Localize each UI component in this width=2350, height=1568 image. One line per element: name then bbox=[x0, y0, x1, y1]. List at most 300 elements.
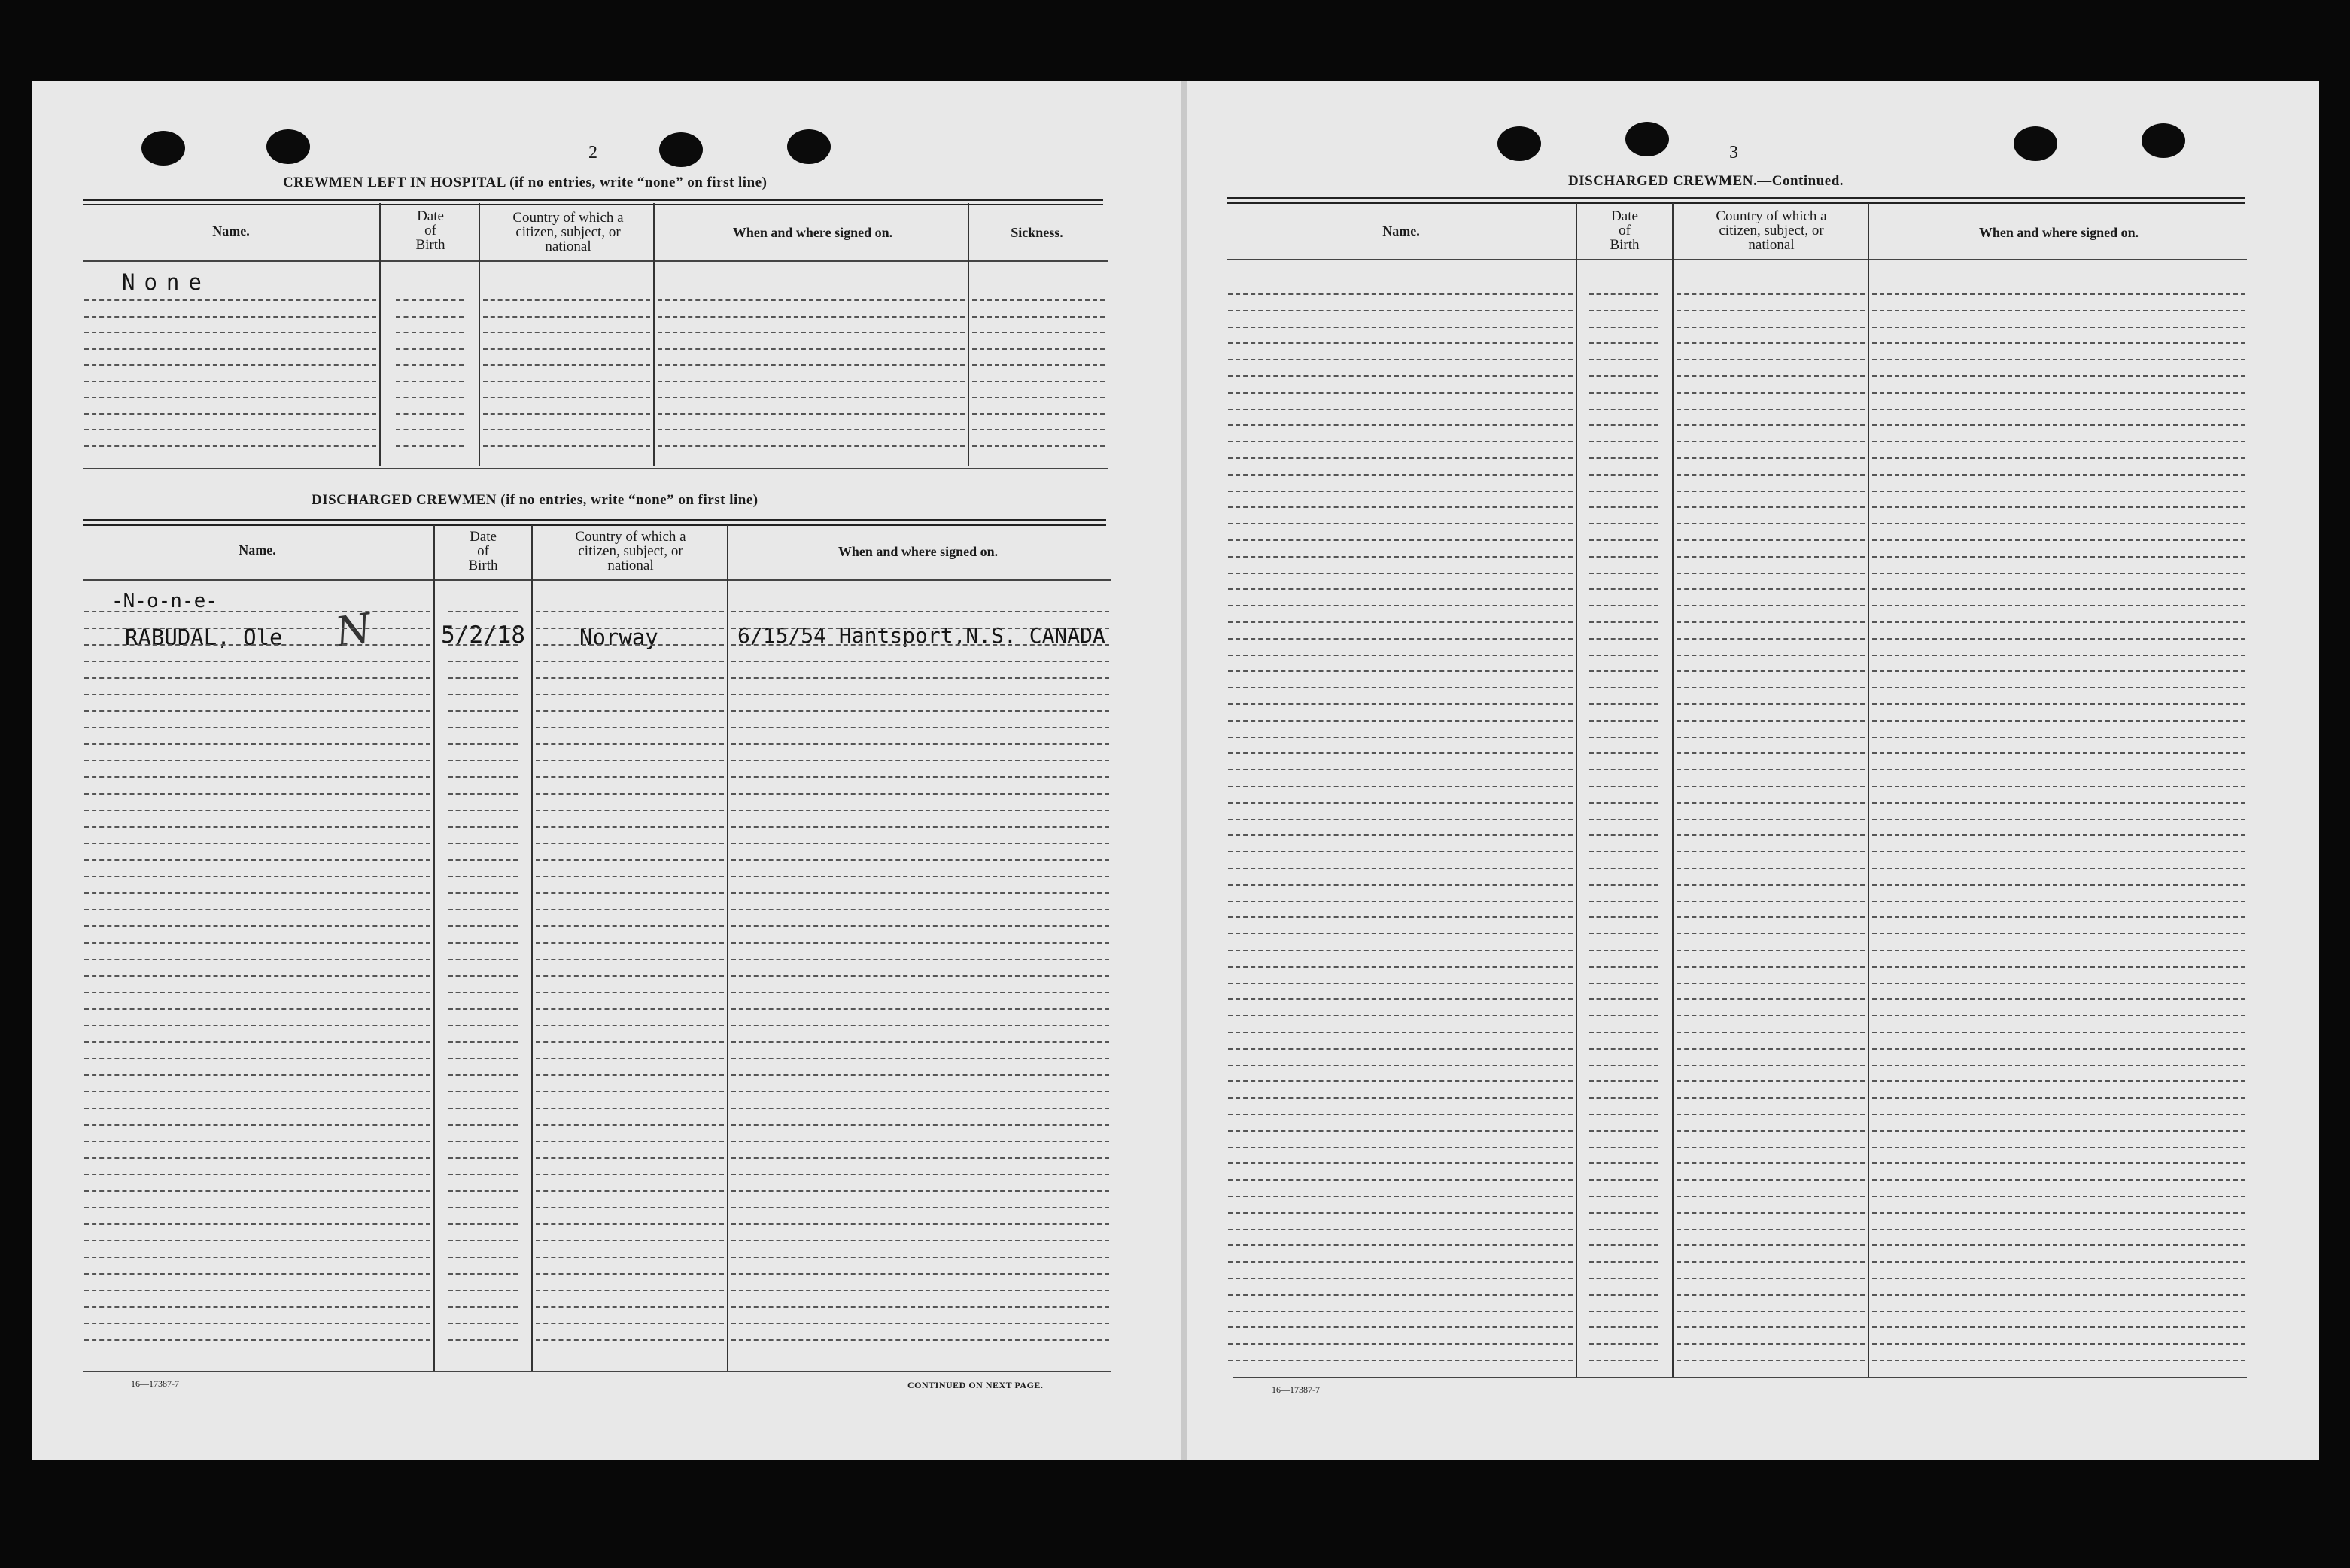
ruled-line bbox=[1228, 491, 1573, 492]
punch-hole bbox=[659, 132, 703, 167]
ruled-line bbox=[1872, 868, 2245, 869]
ruled-line bbox=[1872, 950, 2245, 951]
col-header-country: Country of which a citizen, subject, or national bbox=[512, 210, 624, 254]
ruled-line bbox=[1872, 687, 2245, 688]
ruled-line bbox=[1589, 737, 1658, 738]
column-divider bbox=[1576, 203, 1577, 1378]
ruled-line bbox=[1228, 737, 1573, 738]
ruled-line bbox=[1872, 802, 2245, 804]
punch-hole bbox=[2142, 123, 2185, 158]
ruled-line bbox=[1228, 523, 1573, 524]
ruled-line bbox=[731, 1273, 1109, 1275]
ruled-line bbox=[1228, 605, 1573, 606]
ruled-line bbox=[1589, 1179, 1658, 1181]
ruled-line bbox=[1872, 375, 2245, 377]
ruled-line bbox=[84, 348, 376, 350]
ruled-line bbox=[1589, 539, 1658, 541]
ruled-line bbox=[1677, 1048, 1865, 1050]
ruled-line bbox=[448, 959, 518, 960]
ruled-line bbox=[1228, 998, 1573, 1000]
ruled-line bbox=[536, 628, 724, 629]
ruled-line bbox=[1872, 1229, 2245, 1230]
ruled-line bbox=[1228, 474, 1573, 476]
ruled-line bbox=[1589, 1147, 1658, 1148]
punch-hole bbox=[787, 129, 831, 164]
ruled-line bbox=[1872, 1294, 2245, 1296]
ruled-line bbox=[1677, 1196, 1865, 1197]
discharged-continued-title: DISCHARGED CREWMEN.—Continued. bbox=[1568, 173, 1844, 189]
ruled-line bbox=[1677, 998, 1865, 1000]
ruled-line bbox=[731, 959, 1109, 960]
ruled-line bbox=[448, 1058, 518, 1059]
ruled-line bbox=[1677, 884, 1865, 886]
ruled-line bbox=[1677, 1212, 1865, 1214]
ruled-line bbox=[1872, 1114, 2245, 1115]
ruled-line bbox=[972, 429, 1105, 430]
handwritten-check-mark: N bbox=[332, 604, 375, 656]
ruled-line bbox=[658, 364, 965, 366]
ruled-line bbox=[1872, 441, 2245, 442]
ruled-line bbox=[448, 1025, 518, 1026]
ruled-line bbox=[658, 299, 965, 301]
ruled-line bbox=[1589, 588, 1658, 590]
ruled-line bbox=[1589, 834, 1658, 836]
ruled-line bbox=[84, 1323, 430, 1324]
ruled-line bbox=[1872, 983, 2245, 984]
ruled-line bbox=[536, 876, 724, 877]
ruled-line bbox=[1228, 752, 1573, 754]
ruled-line bbox=[1228, 1311, 1573, 1312]
ruled-line bbox=[1677, 670, 1865, 672]
ruled-line bbox=[536, 743, 724, 745]
ruled-line bbox=[448, 1290, 518, 1291]
ruled-line bbox=[1228, 1080, 1573, 1082]
ruled-line bbox=[1589, 1048, 1658, 1050]
ruled-line bbox=[448, 1223, 518, 1225]
page-number: 2 bbox=[588, 143, 597, 163]
ruled-line bbox=[1589, 851, 1658, 852]
ruled-line bbox=[448, 859, 518, 861]
form-number: 16—17387-7 bbox=[1272, 1384, 1320, 1395]
header-rule bbox=[83, 579, 1111, 581]
ruled-line bbox=[483, 348, 650, 350]
ruled-line bbox=[1228, 375, 1573, 377]
ruled-line bbox=[1228, 933, 1573, 934]
ruled-line bbox=[84, 1041, 430, 1043]
col-header-dob: Date of Birth bbox=[415, 208, 445, 253]
ruled-line bbox=[658, 445, 965, 447]
ruled-line bbox=[1228, 1343, 1573, 1345]
ruled-line bbox=[1677, 424, 1865, 426]
ruled-line bbox=[396, 381, 464, 382]
ruled-line bbox=[448, 628, 518, 629]
ruled-line bbox=[731, 1257, 1109, 1258]
punch-hole bbox=[141, 131, 185, 166]
header-rule bbox=[1227, 259, 2247, 260]
ruled-line bbox=[1872, 655, 2245, 656]
ruled-line bbox=[1589, 1212, 1658, 1214]
ruled-line bbox=[448, 1041, 518, 1043]
ruled-line bbox=[731, 1339, 1109, 1341]
ruled-line bbox=[1228, 1015, 1573, 1016]
ruled-line bbox=[1872, 424, 2245, 426]
ruled-line bbox=[1872, 737, 2245, 738]
ruled-line bbox=[1589, 1130, 1658, 1132]
ruled-line bbox=[84, 364, 376, 366]
ruled-line bbox=[1589, 441, 1658, 442]
ruled-line bbox=[1677, 1311, 1865, 1312]
ruled-line bbox=[1677, 573, 1865, 574]
section-bottom-rule bbox=[1233, 1377, 2247, 1378]
ruled-line bbox=[84, 299, 376, 301]
ruled-line bbox=[1589, 966, 1658, 968]
ruled-line bbox=[1589, 1065, 1658, 1066]
ruled-line bbox=[658, 381, 965, 382]
col-header-country: Country of which a citizen, subject, or national bbox=[575, 529, 686, 573]
ruled-line bbox=[1677, 1326, 1865, 1328]
ruled-line bbox=[84, 1257, 430, 1258]
ruled-line bbox=[972, 381, 1105, 382]
ruled-line bbox=[731, 942, 1109, 944]
ruled-line bbox=[731, 876, 1109, 877]
ruled-line bbox=[84, 429, 376, 430]
ruled-line bbox=[1589, 884, 1658, 886]
double-rule bbox=[83, 199, 1103, 205]
ruled-line bbox=[1872, 916, 2245, 918]
ruled-line bbox=[1677, 441, 1865, 442]
ruled-line bbox=[536, 1339, 724, 1341]
ruled-line bbox=[84, 810, 430, 811]
ruled-line bbox=[84, 1174, 430, 1175]
ruled-line bbox=[1872, 1343, 2245, 1345]
ruled-line bbox=[972, 413, 1105, 415]
ruled-line bbox=[1228, 1147, 1573, 1148]
column-divider bbox=[379, 203, 381, 466]
ruled-line bbox=[1228, 1360, 1573, 1361]
ruled-line bbox=[483, 332, 650, 333]
ruled-line bbox=[1228, 1162, 1573, 1164]
ruled-line bbox=[536, 1190, 724, 1192]
ruled-line bbox=[731, 1223, 1109, 1225]
ruled-line bbox=[1677, 556, 1865, 558]
ruled-line bbox=[84, 727, 430, 728]
hospital-section-title: CREWMEN LEFT IN HOSPITAL (if no entries, write “none” on first line) bbox=[283, 175, 768, 190]
ruled-line bbox=[448, 843, 518, 844]
ruled-line bbox=[1228, 703, 1573, 705]
ruled-line bbox=[731, 611, 1109, 612]
ruled-line bbox=[1228, 342, 1573, 344]
ruled-line bbox=[1677, 539, 1865, 541]
ruled-line bbox=[1228, 983, 1573, 984]
ruled-line bbox=[1589, 1294, 1658, 1296]
col-header-signed-on: When and where signed on. bbox=[838, 544, 999, 559]
ruled-line bbox=[1589, 983, 1658, 984]
ruled-line bbox=[731, 677, 1109, 679]
ruled-line bbox=[84, 992, 430, 993]
ruled-line bbox=[1589, 1196, 1658, 1197]
ruled-line bbox=[1228, 506, 1573, 508]
ruled-line bbox=[84, 413, 376, 415]
ruled-line bbox=[1872, 1244, 2245, 1246]
column-divider bbox=[653, 203, 655, 466]
ruled-line bbox=[1589, 1244, 1658, 1246]
ruled-line bbox=[731, 992, 1109, 993]
ruled-line bbox=[1677, 310, 1865, 311]
ruled-line bbox=[536, 826, 724, 828]
col-header-dob: Date of Birth bbox=[1610, 208, 1640, 253]
ruled-line bbox=[1228, 327, 1573, 328]
ruled-line bbox=[1677, 916, 1865, 918]
punch-hole bbox=[266, 129, 310, 164]
header-rule bbox=[83, 260, 1108, 262]
ruled-line bbox=[536, 694, 724, 695]
ruled-line bbox=[448, 1008, 518, 1010]
ruled-line bbox=[1872, 1032, 2245, 1033]
ruled-line bbox=[731, 1290, 1109, 1291]
ruled-line bbox=[536, 1074, 724, 1076]
ruled-line bbox=[1677, 293, 1865, 295]
ruled-line bbox=[1228, 834, 1573, 836]
ruled-line bbox=[1589, 1229, 1658, 1230]
ruled-line bbox=[1589, 359, 1658, 360]
ruled-line bbox=[1228, 539, 1573, 541]
column-divider bbox=[968, 203, 969, 466]
ruled-line bbox=[1677, 1147, 1865, 1148]
ruled-line bbox=[448, 776, 518, 778]
ruled-line bbox=[1589, 573, 1658, 574]
ruled-line bbox=[1589, 1360, 1658, 1361]
ruled-line bbox=[483, 397, 650, 398]
ruled-line bbox=[448, 727, 518, 728]
ruled-line bbox=[1589, 720, 1658, 722]
ruled-line bbox=[1872, 327, 2245, 328]
ruled-line bbox=[1872, 1278, 2245, 1279]
ruled-line bbox=[1589, 457, 1658, 459]
ruled-line bbox=[84, 1074, 430, 1076]
ruled-line bbox=[536, 1025, 724, 1026]
column-divider bbox=[479, 203, 480, 466]
ruled-line bbox=[1228, 424, 1573, 426]
col-header-name: Name. bbox=[239, 542, 276, 558]
ruled-line bbox=[1872, 342, 2245, 344]
ruled-line bbox=[396, 316, 464, 318]
ruled-line bbox=[396, 413, 464, 415]
ruled-line bbox=[1677, 588, 1865, 590]
ruled-line bbox=[1228, 687, 1573, 688]
ruled-line bbox=[84, 1025, 430, 1026]
ruled-line bbox=[84, 1306, 430, 1308]
ruled-line bbox=[536, 1240, 724, 1241]
ruled-line bbox=[1872, 392, 2245, 394]
ruled-line bbox=[1228, 588, 1573, 590]
page-number: 3 bbox=[1729, 143, 1738, 163]
ruled-line bbox=[1677, 868, 1865, 869]
ruled-line bbox=[1677, 1179, 1865, 1181]
ruled-line bbox=[1677, 737, 1865, 738]
ruled-line bbox=[1872, 1326, 2245, 1328]
ruled-line bbox=[1228, 359, 1573, 360]
page-fold bbox=[1181, 81, 1187, 1460]
ruled-line bbox=[1228, 916, 1573, 918]
ruled-line bbox=[731, 909, 1109, 910]
ruled-line bbox=[658, 429, 965, 430]
ruled-line bbox=[396, 299, 464, 301]
ruled-line bbox=[731, 1323, 1109, 1324]
ruled-line bbox=[1872, 1162, 2245, 1164]
ruled-line bbox=[1589, 1080, 1658, 1082]
ruled-line bbox=[1872, 966, 2245, 968]
ruled-line bbox=[1589, 310, 1658, 311]
ruled-line bbox=[1872, 523, 2245, 524]
ruled-line bbox=[1589, 1015, 1658, 1016]
ruled-line bbox=[536, 1223, 724, 1225]
ruled-line bbox=[1228, 392, 1573, 394]
ruled-line bbox=[1228, 556, 1573, 558]
ruled-line bbox=[1872, 769, 2245, 770]
ruled-line bbox=[483, 445, 650, 447]
ruled-line bbox=[84, 1190, 430, 1192]
column-divider bbox=[433, 525, 435, 1372]
ruled-line bbox=[536, 859, 724, 861]
ruled-line bbox=[1228, 441, 1573, 442]
ruled-line bbox=[448, 793, 518, 795]
ruled-line bbox=[396, 429, 464, 430]
ruled-line bbox=[1589, 916, 1658, 918]
ruled-line bbox=[1677, 901, 1865, 902]
ruled-line bbox=[731, 859, 1109, 861]
ruled-line bbox=[536, 1091, 724, 1092]
ruled-line bbox=[1872, 638, 2245, 640]
col-header-sickness: Sickness. bbox=[1011, 225, 1063, 240]
ruled-line bbox=[1872, 506, 2245, 508]
ruled-line bbox=[1677, 621, 1865, 623]
ruled-line bbox=[536, 1124, 724, 1126]
column-divider bbox=[1868, 203, 1869, 1378]
ruled-line bbox=[1228, 950, 1573, 951]
ruled-line bbox=[84, 743, 430, 745]
ruled-line bbox=[396, 364, 464, 366]
ruled-line bbox=[1589, 474, 1658, 476]
ruled-line bbox=[1872, 1130, 2245, 1132]
ruled-line bbox=[1228, 802, 1573, 804]
ruled-line bbox=[84, 445, 376, 447]
ruled-line bbox=[84, 694, 430, 695]
ruled-line bbox=[84, 628, 430, 629]
ruled-line bbox=[84, 1157, 430, 1159]
ruled-line bbox=[1228, 1261, 1573, 1263]
ruled-line bbox=[1228, 670, 1573, 672]
ruled-line bbox=[536, 793, 724, 795]
ruled-line bbox=[1872, 1065, 2245, 1066]
ruled-line bbox=[84, 332, 376, 333]
ruled-line bbox=[1872, 819, 2245, 820]
ruled-line bbox=[1677, 474, 1865, 476]
ruled-line bbox=[448, 710, 518, 712]
ruled-line bbox=[1589, 933, 1658, 934]
ruled-line bbox=[1589, 769, 1658, 770]
ruled-line bbox=[1589, 1326, 1658, 1328]
ruled-line bbox=[1228, 851, 1573, 852]
ruled-line bbox=[731, 1157, 1109, 1159]
ruled-line bbox=[972, 364, 1105, 366]
ruled-line bbox=[1872, 720, 2245, 722]
ruled-line bbox=[1228, 1114, 1573, 1115]
ruled-line bbox=[1872, 786, 2245, 787]
ruled-line bbox=[1872, 605, 2245, 606]
ruled-line bbox=[1228, 1097, 1573, 1099]
form-number: 16—17387-7 bbox=[131, 1378, 179, 1389]
ruled-line bbox=[84, 1124, 430, 1126]
ruled-line bbox=[448, 925, 518, 927]
ruled-line bbox=[536, 611, 724, 612]
ruled-line bbox=[84, 925, 430, 927]
ruled-line bbox=[536, 1041, 724, 1043]
ruled-line bbox=[448, 942, 518, 944]
ruled-line bbox=[448, 876, 518, 877]
ruled-line bbox=[1677, 1343, 1865, 1345]
ruled-line bbox=[1589, 1343, 1658, 1345]
ruled-line bbox=[483, 413, 650, 415]
ruled-line bbox=[84, 661, 430, 662]
ruled-line bbox=[84, 975, 430, 977]
ruled-line bbox=[1589, 786, 1658, 787]
ruled-line bbox=[1677, 1114, 1865, 1115]
ruled-line bbox=[731, 628, 1109, 629]
ruled-line bbox=[731, 843, 1109, 844]
column-divider bbox=[727, 525, 728, 1372]
ruled-line bbox=[1872, 834, 2245, 836]
ruled-line bbox=[448, 975, 518, 977]
ruled-line bbox=[1228, 1032, 1573, 1033]
ruled-line bbox=[1589, 1261, 1658, 1263]
ruled-line bbox=[536, 843, 724, 844]
ruled-line bbox=[1589, 605, 1658, 606]
ruled-line bbox=[1872, 588, 2245, 590]
ruled-line bbox=[658, 397, 965, 398]
ruled-line bbox=[84, 677, 430, 679]
ruled-line bbox=[1677, 786, 1865, 787]
ruled-line bbox=[1228, 868, 1573, 869]
ruled-line bbox=[1872, 1048, 2245, 1050]
ruled-line bbox=[1677, 342, 1865, 344]
ruled-line bbox=[1677, 605, 1865, 606]
ruled-line bbox=[972, 445, 1105, 447]
ruled-line bbox=[1677, 375, 1865, 377]
ruled-line bbox=[448, 992, 518, 993]
ruled-line bbox=[1872, 1147, 2245, 1148]
ruled-line bbox=[972, 348, 1105, 350]
ruled-line bbox=[1589, 556, 1658, 558]
ruled-line bbox=[1677, 506, 1865, 508]
ruled-line bbox=[84, 826, 430, 828]
ruled-line bbox=[731, 644, 1109, 646]
ruled-line bbox=[1677, 1080, 1865, 1082]
ruled-line bbox=[448, 909, 518, 910]
ruled-line bbox=[1872, 573, 2245, 574]
ruled-line bbox=[84, 859, 430, 861]
ruled-line bbox=[1228, 819, 1573, 820]
ruled-line bbox=[84, 793, 430, 795]
ruled-line bbox=[1228, 901, 1573, 902]
ruled-line bbox=[972, 316, 1105, 318]
ruled-line bbox=[448, 611, 518, 612]
ruled-line bbox=[1677, 457, 1865, 459]
ruled-line bbox=[731, 892, 1109, 894]
ruled-line bbox=[536, 727, 724, 728]
ruled-line bbox=[731, 810, 1109, 811]
ruled-line bbox=[448, 1174, 518, 1175]
ruled-line bbox=[448, 1141, 518, 1142]
